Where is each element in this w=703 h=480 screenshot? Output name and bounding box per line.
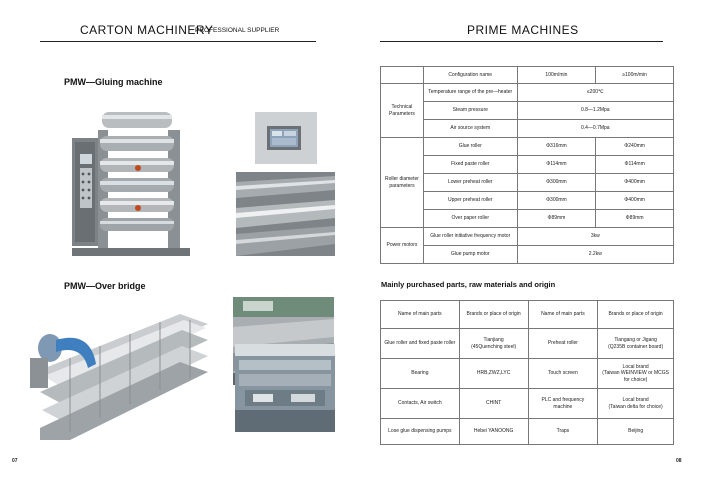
over-bridge-photo bbox=[30, 300, 210, 440]
parts-cell: PLC and frequency machine bbox=[528, 389, 598, 419]
parts-header-cell: Name of main parts bbox=[528, 301, 598, 329]
left-header-rule bbox=[40, 41, 316, 42]
parts-cell: Preheat roller bbox=[528, 329, 598, 359]
spec-table bbox=[380, 66, 674, 264]
spec-row-col1: Φ316mm bbox=[517, 138, 596, 156]
spec-row-label: Air source system bbox=[423, 120, 517, 138]
spec-row-label: Steam pressure bbox=[423, 102, 517, 120]
table-row bbox=[381, 359, 674, 389]
spec-row-label: Glue roller bbox=[423, 138, 517, 156]
table-row bbox=[381, 389, 674, 419]
parts-cell: Touch screen bbox=[528, 359, 598, 389]
spec-config-label: Configuration name bbox=[423, 67, 517, 84]
parts-cell: Hebei YANOONG bbox=[459, 419, 528, 445]
parts-cell: Contacts, Air switch bbox=[381, 389, 460, 419]
spec-config-row bbox=[381, 67, 674, 84]
spec-row-label: Temperature range of the pre—heater bbox=[423, 84, 517, 102]
left-header-subtitle: PROFESSIONAL SUPPLIER bbox=[195, 27, 280, 34]
spec-config-empty bbox=[381, 67, 424, 84]
parts-header-cell: Brands or place of origin bbox=[459, 301, 528, 329]
spec-row-col1: Φ300mm bbox=[517, 192, 596, 210]
spec-row-label: Glue pump motor bbox=[423, 246, 517, 264]
touch-screen-photo bbox=[255, 112, 317, 164]
table-row bbox=[381, 419, 674, 445]
spec-row-value: ≤200℃ bbox=[517, 84, 673, 102]
parts-table bbox=[380, 300, 674, 445]
right-header-title: PRIME MACHINES bbox=[467, 23, 579, 37]
spec-row-col1: Φ300mm bbox=[517, 174, 596, 192]
parts-cell: Local brand (Taiwan WEINVIEW or MCGS for choice) bbox=[598, 359, 674, 389]
gluing-machine-title: PMW—Gluing machine bbox=[64, 77, 163, 87]
spec-group-roller: Roller diameter parameters bbox=[381, 138, 424, 228]
spec-row-label: Lower preheat roller bbox=[423, 174, 517, 192]
spec-row-value: 0.8—1.2Mpa bbox=[517, 102, 673, 120]
gluing-machine-photo bbox=[72, 110, 190, 258]
parts-cell: Tianjiang (45Quenching steel) bbox=[459, 329, 528, 359]
rollers-closeup-photo bbox=[236, 172, 335, 256]
spec-row-col2: Φ114mm bbox=[596, 156, 674, 174]
parts-title: Mainly purchased parts, raw materials and origin bbox=[381, 280, 556, 289]
spec-row-value: 0.4—0.7Mpa bbox=[517, 120, 673, 138]
spec-row-label: Over paper roller bbox=[423, 210, 517, 228]
spec-row-col1: Φ89mm bbox=[517, 210, 596, 228]
spec-row-value: 2.2kw bbox=[517, 246, 673, 264]
factory-photo bbox=[235, 344, 335, 432]
parts-cell: Glue roller and fixed paste roller bbox=[381, 329, 460, 359]
parts-cell: CHINT bbox=[459, 389, 528, 419]
parts-cell: Tiangang or Jigang (Q235B container board) bbox=[598, 329, 674, 359]
spec-row-col2: Φ240mm bbox=[596, 138, 674, 156]
spec-group-power: Power motors bbox=[381, 228, 424, 264]
over-bridge-title: PMW—Over bridge bbox=[64, 281, 146, 291]
parts-cell: Lose glue dispensing pumps bbox=[381, 419, 460, 445]
spec-row-col2: Φ400mm bbox=[596, 174, 674, 192]
parts-cell: Local brand (Taiwan delta for choice) bbox=[598, 389, 674, 419]
spec-row-label: Fixed paste roller bbox=[423, 156, 517, 174]
parts-header-cell: Brands or place of origin bbox=[598, 301, 674, 329]
table-row bbox=[381, 329, 674, 359]
parts-cell: Beijing bbox=[598, 419, 674, 445]
parts-cell: HRB,ZWZ,LYC bbox=[459, 359, 528, 389]
left-page-number: 07 bbox=[12, 458, 18, 464]
parts-header-cell: Name of main parts bbox=[381, 301, 460, 329]
parts-header-row bbox=[381, 301, 674, 329]
spec-group-technical: Technical Parameters bbox=[381, 84, 424, 138]
spec-row-col2: Φ89mm bbox=[596, 210, 674, 228]
spec-row-value: 3kw bbox=[517, 228, 673, 246]
left-header-title: CARTON MACHINERY bbox=[80, 23, 214, 37]
parts-cell: Bearing bbox=[381, 359, 460, 389]
spec-row-col1: Φ114mm bbox=[517, 156, 596, 174]
spec-row-label: Upper preheat roller bbox=[423, 192, 517, 210]
spec-row-col2: Φ400mm bbox=[596, 192, 674, 210]
right-page-number: 08 bbox=[676, 458, 682, 464]
spec-config-col1: 100m/min bbox=[517, 67, 596, 84]
spec-config-col2: ≥100m/min bbox=[596, 67, 674, 84]
parts-cell: Traps bbox=[528, 419, 598, 445]
right-header-rule bbox=[380, 41, 663, 42]
spec-row-label: Glue roller initiative frequency motor bbox=[423, 228, 517, 246]
